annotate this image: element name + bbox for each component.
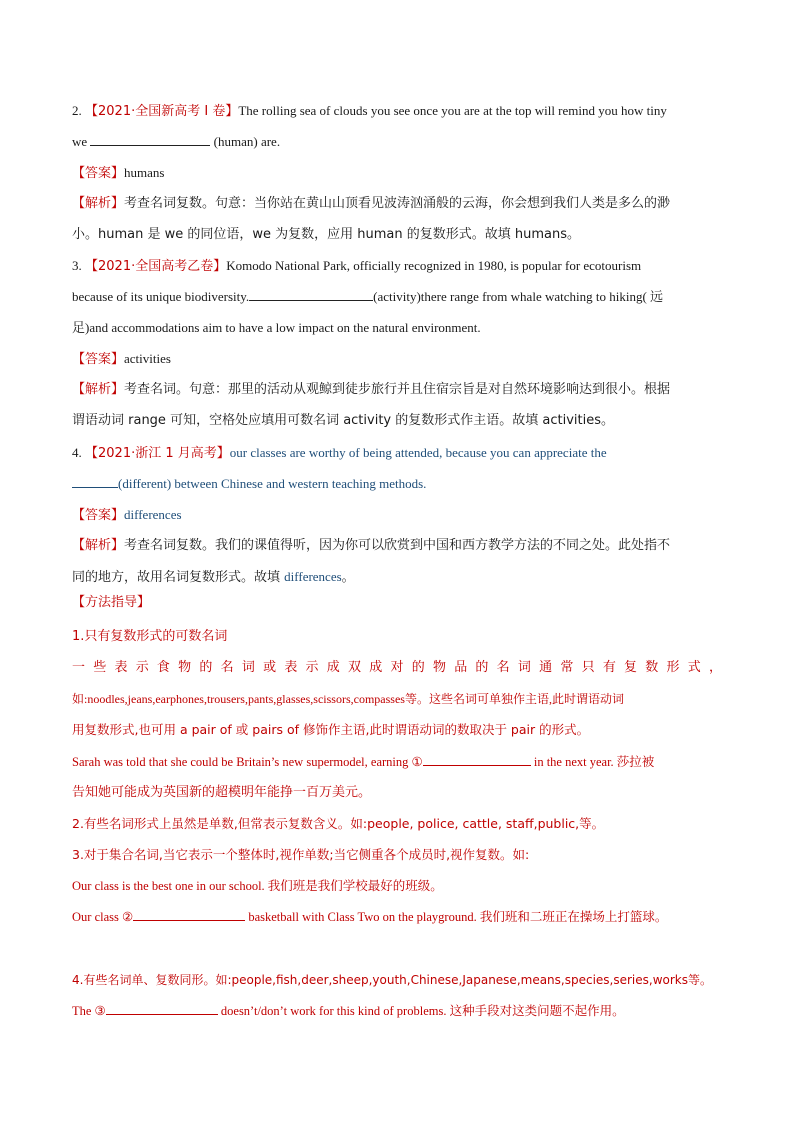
q2-line1 xyxy=(72,102,667,121)
method-heading-3: 3.对于集合名词,当它表示一个整体时,视作单数;当它侧重各个成员时,视作复数。如: xyxy=(72,847,530,862)
q2-blank[interactable] xyxy=(90,133,210,146)
q3-answer: 【答案】activities xyxy=(72,351,171,367)
q4-source: 【2021·浙江 1 月高考】 xyxy=(85,446,230,461)
q2-answer: 【答案】humans xyxy=(72,165,165,181)
method-heading-4: 4.有些名词单、复数同形。如:people,fish,deer,sheep,youth,Chinese,Japanese,means,species,series,works等。 xyxy=(72,973,713,987)
method-title: 【方法指导】 xyxy=(72,595,151,610)
q3-source: 【2021·全国高考乙卷】 xyxy=(85,259,227,274)
q4-line2: (different) between Chinese and western teaching methods. xyxy=(72,475,426,493)
q3-analysis-cont: 谓语动词 range 可知，空格处应填用可数名词 activity 的复数形式作主语。故填 activities。 xyxy=(72,413,614,428)
method-p1-line2: 如:noodles,jeans,earphones,trousers,pants,glasses,scissors,compasses等。这些名词可单独作主语,此时谓语动词 xyxy=(72,692,624,706)
method-p1-line3: 用复数形式,也可用 a pair of 或 pairs of 修饰作主语,此时谓语动词的数取决于 pair 的形式。 xyxy=(72,722,590,737)
method-example-1: Sarah was told that she could be Britain’s new supermodel, earning ① in the next year. 莎拉被 xyxy=(72,755,655,769)
q2-analysis-cont: 小。human 是 we 的同位语，we 为复数，应用 human 的复数形式。故填 humans。 xyxy=(72,227,581,242)
q4-answer: 【答案】differences xyxy=(72,507,182,523)
q2-text: The rolling sea of clouds you see once you are at the top will remind you how tiny xyxy=(238,103,667,118)
q3-line2: because of its unique biodiversity. (activity)there range from whale watching to hiking( 远 xyxy=(72,289,664,304)
q4-analysis-cont: 同的地方，故用名词复数形式。故填 differences。 xyxy=(72,569,355,585)
q4-analysis: 【解析】考查名词复数。我们的课值得听，因为你可以欣赏到中国和西方教学方法的不同之处。此处指不 xyxy=(72,538,671,553)
method-example-1-translation: 告知她可能成为英国新的超模明年能挣一百万美元。 xyxy=(72,785,372,800)
q2-number: 2. xyxy=(72,103,82,118)
method-example-4: The ③ doesn’t/don’t work for this kind of problems. 这种手段对这类问题不起作用。 xyxy=(72,1004,625,1018)
q2-analysis: 【解析】考查名词复数。句意：当你站在黄山山顶看见波涛汹涌般的云海，你会想到我们人类是多么的渺 xyxy=(72,196,671,211)
method-p1-line1: 一些表示食物的名词或表示成双成对的物品的名词通常只有复数形式， xyxy=(72,660,724,675)
q3-line3: 足)and accommodations aim to have a low impact on the natural environment. xyxy=(72,320,481,335)
q4-line1: 4. 【2021·浙江 1 月高考】our classes are worthy of being attended, because you can appreciate the xyxy=(72,445,607,461)
method-blank-3[interactable] xyxy=(106,1002,218,1015)
method-blank-1[interactable] xyxy=(423,753,531,766)
method-example-3a: Our class is the best one in our school. 我们班是我们学校最好的班级。 xyxy=(72,879,443,893)
q2-source: 【2021·全国新高考 I 卷】 xyxy=(85,104,239,119)
method-blank-2[interactable] xyxy=(133,908,245,921)
q3-blank[interactable] xyxy=(249,288,373,301)
q3-analysis: 【解析】考查名词。句意：那里的活动从观鲸到徒步旅行并且住宿宗旨是对自然环境影响达到很小。根据 xyxy=(72,382,671,397)
method-heading-2: 2.有些名词形式上虽然是单数,但常表示复数含义。如:people, police, cattle, staff,public,等。 xyxy=(72,816,605,831)
q3-line1: 3. 【2021·全国高考乙卷】Komodo National Park, officially recognized in 1980, is popular for ecotourism xyxy=(72,258,642,274)
q4-blank[interactable] xyxy=(72,475,118,488)
method-example-3b: Our class ② basketball with Class Two on the playground. 我们班和二班正在操场上打篮球。 xyxy=(72,910,668,924)
method-heading-1: 1.只有复数形式的可数名词 xyxy=(72,629,228,644)
q2-line2: we (human) are. xyxy=(72,134,281,149)
